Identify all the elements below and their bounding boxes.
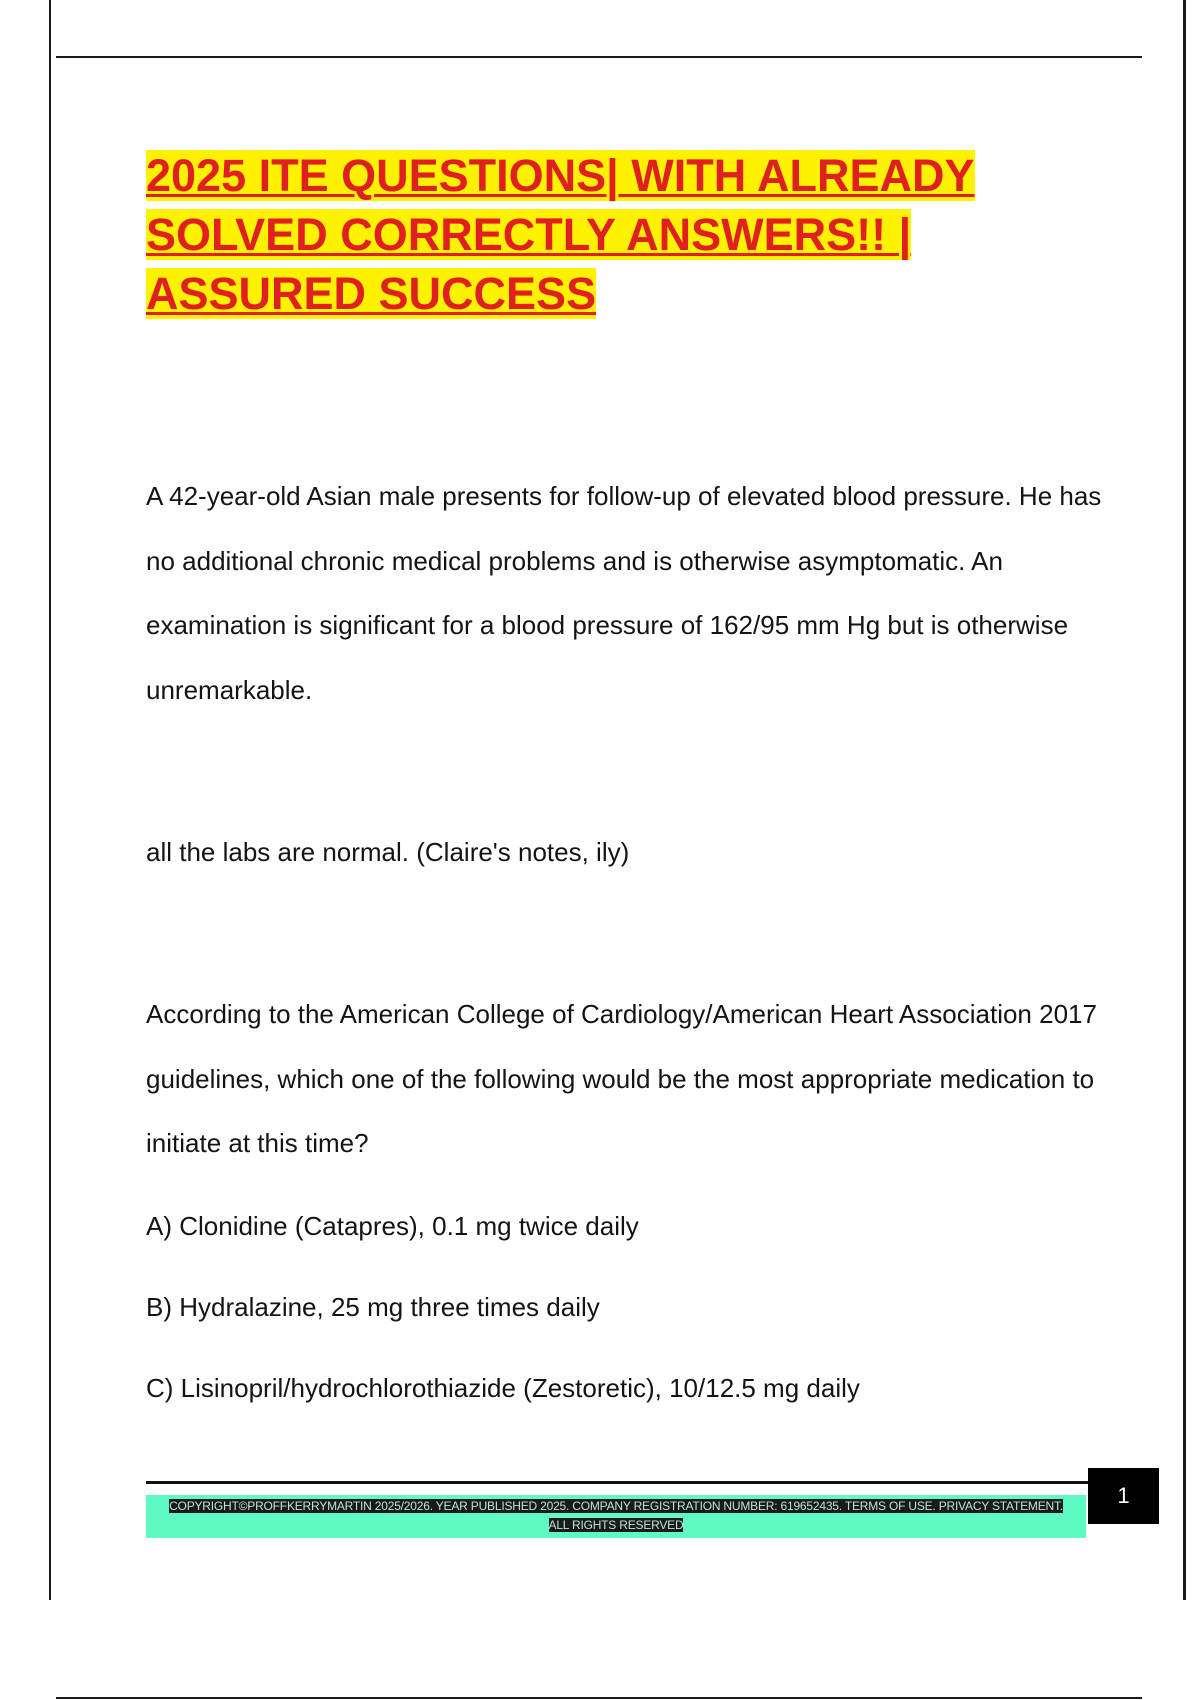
answer-option-a: A) Clonidine (Catapres), 0.1 mg twice daily	[146, 1211, 639, 1241]
lab-note-paragraph: all the labs are normal. (Claire's notes, ily)	[146, 837, 630, 867]
footer-copyright-band	[146, 1495, 1086, 1538]
footer-copyright-wrapper	[166, 1497, 1066, 1535]
question-prompt-paragraph: According to the American College of Cardiology/American Heart Association 2017 guidelines, which one of the following would be the most appropriate medication to initiate at this time?	[146, 999, 1097, 1158]
answer-option-c: C) Lisinopril/hydrochlorothiazide (Zestoretic), 10/12.5 mg daily	[146, 1373, 860, 1403]
footer-copyright-text: COPYRIGHT©PROFFKERRYMARTIN 2025/2026. YEAR PUBLISHED 2025. COMPANY REGISTRATION NUMBER: 619652435. TERMS OF USE. PRIVACY STATEMENT. ALL RIGHTS RESERVED	[169, 1499, 1063, 1532]
document-title	[146, 146, 1106, 323]
page-border-left	[49, 0, 51, 1600]
footer-rule	[146, 1481, 1090, 1484]
question-stem-paragraph: A 42-year-old Asian male presents for follow-up of elevated blood pressure. He has no additional chronic medical problems and is otherwise asymptomatic. An examination is significant for a blood pressure of 162/95 mm Hg but is otherwise unremarkable.	[146, 481, 1102, 705]
document-title-text: 2025 ITE QUESTIONS| WITH ALREADY SOLVED CORRECTLY ANSWERS!! | ASSURED SUCCESS	[146, 150, 975, 319]
page-number-badge: 1	[1088, 1468, 1159, 1524]
header-rule	[56, 56, 1142, 58]
answer-option-b: B) Hydralazine, 25 mg three times daily	[146, 1292, 600, 1322]
bottom-rule	[56, 1697, 1142, 1699]
page-border-right	[1183, 0, 1186, 1600]
